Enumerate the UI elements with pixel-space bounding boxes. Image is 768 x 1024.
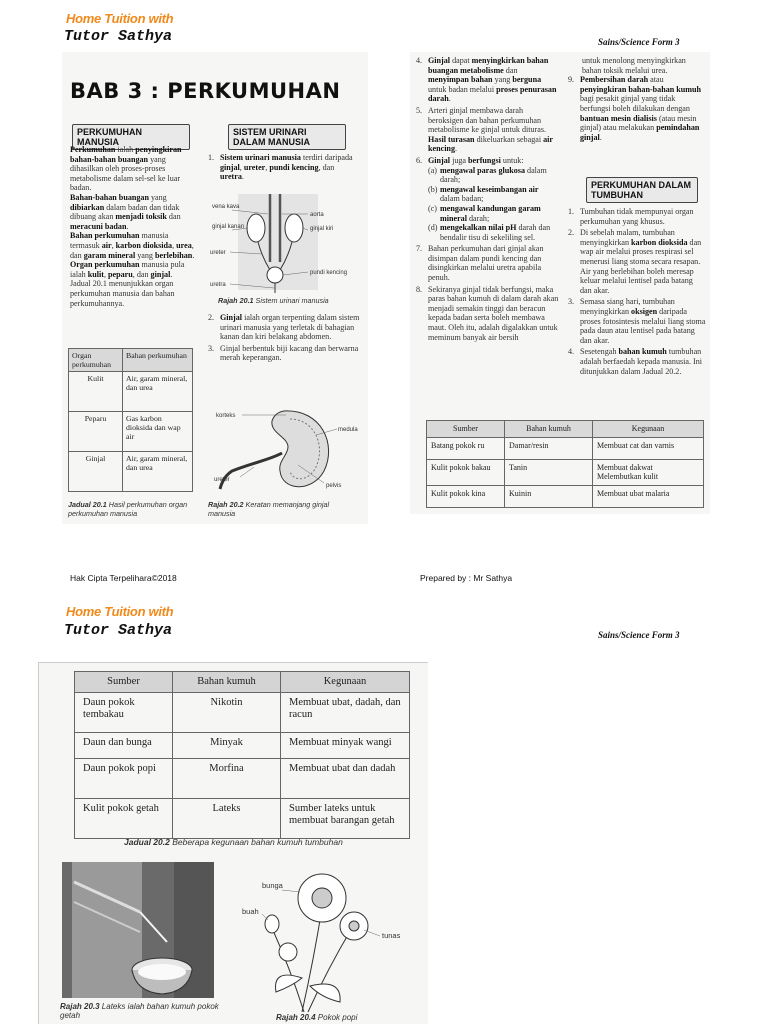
leaf [276,975,302,992]
bud [279,943,297,961]
col3-item7: 7. Bahan perkumuhan dari ginjal akan disimpan dalam pundi kencing dan disingkirkan melalui uretra apabila penuh. [416,244,544,283]
col1-p3: Bahan perkumuhan manusia termasuk air, karbon dioksida, urea, dan garam mineral yang berlebihan. Organ perkumuhan manusia pula ialah kulit, peparu, dan ginjal. [70,231,195,279]
table-row [69,452,193,492]
table-cell: Membuat minyak wangi [281,733,410,759]
section-perkumuhan-tumbuhan: PERKUMUHAN DALAM TUMBUHAN [586,177,698,203]
fig3-caption: Rajah 20.3 Lateks ialah bahan kumuh pokok getah [60,1002,219,1020]
table-cell: Kulit pokok kina [427,485,505,507]
table-header-cell: Sumber [75,672,173,693]
brand-line1-page2: Home Tuition with [66,604,174,619]
left-kidney [285,214,303,242]
label-ginjal-kanan: ginjal kanan [212,224,245,230]
tree-trunk [72,862,142,998]
flower-center [349,921,359,931]
table1-caption: Jadual 20.1 Hasil perkumuhan organ perkumuhan manusia [68,500,188,518]
table-cell: Peparu [69,412,123,452]
table-header-cell: Bahan kumuh [173,672,281,693]
table-row [427,485,704,507]
label-bunga: bunga [262,881,283,890]
col1-p4: Jadual 20.1 menunjukkan organ perkumuhan manusia dan bahan perkumuhannya. [70,279,175,308]
fig2-caption: Rajah 20.2 Keratan memanjang ginjal manusia [208,500,330,518]
table-plant-excretion-top [426,420,704,508]
table-row [75,799,410,839]
col4-continuation: untuk menolong menyingkirkan bahan toksik melalui urea. [582,56,686,75]
right-kidney [247,214,265,242]
label-pundi-kencing: pundi kencing [310,270,348,276]
table-cell: Nikotin [173,693,281,733]
table-header-row [427,421,704,438]
table-header-row [75,672,410,693]
table-cell: Lateks [173,799,281,839]
stem [302,908,322,1012]
table-cell: Ginjal [69,452,123,492]
label-pelvis: pelvis [326,483,342,489]
table-cell: Kulit [69,372,123,412]
table-header-cell: Kegunaan [593,421,704,438]
section-perkumuhan-manusia: PERKUMUHAN MANUSIA [72,124,190,150]
table-header-row [69,349,193,372]
col4-t2: 2. Di sebelah malam, tumbuhan menyingkirkan karbon dioksida dan wap air melalui proses respirasi sel menerusi liang stoma secara resapan. Air yang berlebihan boleh meresap keluar melalui lentisel pada batang dan akar. [568,228,702,295]
fig4-caption: Rajah 20.4 Pokok popi [276,1013,358,1022]
table-header-cell: Kegunaan [281,672,410,693]
table-row [75,733,410,759]
section-sistem-urinari: SISTEM URINARI DALAM MANUSIA [228,124,346,150]
table-cell: Membuat dakwat Melembutkan kulit [593,459,704,485]
label-ureter: ureter [210,250,226,256]
col2-item2: 2. Ginjal ialah organ terpenting dalam sistem urinari manusia yang terletak di bahagian kanan dan kiri belakang abdomen. [208,313,360,342]
col3-item4: 4. Ginjal dapat menyingkirkan bahan buangan metabolisme dan menyimpan bahan yang berguna untuk badan melalui proses penurasan darah. [416,56,557,104]
label-tunas: tunas [382,931,401,940]
table-header-cell: Bahan perkumuhan [123,349,193,372]
label-aorta: aorta [310,212,324,218]
footer-copyright: Hak Cipta Terpelihara©2018 [70,573,177,583]
sub-item-b: (b) mengawal keseimbangan air dalam badan; [428,184,539,204]
kidney-outline [272,411,329,487]
brand-line1: Home Tuition with [66,11,174,26]
leader-line [282,890,300,892]
col4-item9: 9. Pembersihan darah atau penyingkiran bahan-bahan kumuh bagi pesakit ginjal yang tidak berfungsi boleh dilakukan dengan bantuan mesin dialisis (atau mesin ginjal) atau melakukan pemindahan ginjal. [568,75,702,142]
kidney-section-figure [212,405,362,497]
col2-item1: 1. Sistem urinari manusia terdiri daripada ginjal, ureter, pundi kencing, dan uretra. [208,153,353,182]
table-cell: Batang pokok ru [427,437,505,459]
stem [272,928,304,1012]
form-label: Sains/Science Form 3 [598,37,680,47]
fig1-caption: Rajah 20.1 Sistem urinari manusia [218,296,329,305]
col1-p1: Perkumuhan ialah penyingkiran bahan-bahan buangan yang dihasilkan oleh proses-proses metabolisme dalam sel-sel ke luar badan. [70,145,182,193]
table-cell: Kuinin [505,485,593,507]
table-cell: Membuat ubat dan dadah [281,759,410,799]
table-cell: Kulit pokok bakau [427,459,505,485]
table2-caption: Jadual 20.2 Beberapa kegunaan bahan kumuh tumbuhan [124,837,343,847]
latex-liquid [138,964,186,980]
table-row [75,759,410,799]
table-cell: Kulit pokok getah [75,799,173,839]
col3-item6: 6. Ginjal juga berfungsi untuk: (a) mengawal paras glukosa dalam darah; (b) mengawal keseimbangan air dalam badan; (c) mengawal kandungan garam mineral darah; (d) mengekalkan nilai pH darah dan bendalir tisu di sekeliling sel. [416,156,560,242]
table-cell: Membuat ubat malaria [593,485,704,507]
table-cell: Daun pokok tembakau [75,693,173,733]
col4-text-bottom [568,207,706,378]
leaf [310,984,340,1002]
col2-items [208,313,360,365]
table-cell: Damar/resin [505,437,593,459]
col4-t3: 3. Semasa siang hari, tumbuhan menyingkirkan oksigen daripada proses fotosintesis melalui liang stoma pada daun atau lentisel pada batang dan akar. [568,297,706,345]
footer-prepared: Prepared by : Mr Sathya [420,573,513,583]
label-uretra: uretra [210,282,226,288]
table-row [427,437,704,459]
sub-item-c: (c) mengawal kandungan garam mineral darah; [428,203,541,223]
form-label-page2: Sains/Science Form 3 [598,630,680,640]
table-cell: Air, garam mineral, dan urea [123,452,193,492]
table-organ-perkumuhan [68,348,193,492]
col3-item5: 5. Arteri ginjal membawa darah beroksigen dan bahan perkumuhan metabolisme ke ginjal untuk dituras. Hasil turasan dikeluarkan sebagai air kencing. [416,105,553,154]
col1-text [70,145,195,308]
table-cell: Daun pokok popi [75,759,173,799]
table-row [69,372,193,412]
col1-p2: Bahan-bahan buangan yang dibiarkan dalam badan dan tidak dibuang akan menjadi toksik dan meracuni badan. [70,192,181,231]
table-row [75,693,410,733]
table-cell: Tanin [505,459,593,485]
bladder [267,267,283,283]
label-vena-kava: vena kava [212,204,240,210]
table-plant-excretion-bottom [74,671,410,839]
brand-line2: Tutor Sathya [64,28,173,45]
table-cell: Membuat ubat, dadah, dan racun [281,693,410,733]
label-ginjal-kiri: ginjal kiri [310,226,334,232]
col3-text [416,56,560,344]
table-row [69,412,193,452]
label-ureter-2: ureter [214,477,230,483]
col3-item8: 8. Sekiranya ginjal tidak berfungsi, maka paras bahan kumuh di dalam darah akan menjadi semakin tinggi dan beracun kepada badan serta boleh membawa maut. Oleh itu, adalah digalakkan untuk meminum banyak air bersih [416,284,559,342]
ureter-tube [220,453,282,489]
table-header-cell: Bahan kumuh [505,421,593,438]
col4-t4: 4. Sesetengah bahan kumuh tumbuhan adalah berfaedah kepada manusia. Ini ditunjukkan dalam Jadual 20.2. [568,347,703,376]
table-cell: Minyak [173,733,281,759]
table-cell: Gas karbon dioksida dan wap air [123,412,193,452]
flower-center [312,888,332,908]
table-cell: Membuat cat dan varnis [593,437,704,459]
brand-line2-page2: Tutor Sathya [64,622,173,639]
table-row [427,459,704,485]
urinary-system-figure [208,192,360,294]
label-medula: medula [338,427,358,433]
sub-item-d: (d) mengekalkan nilai pH darah dan bendalir tisu di sekeliling sel. [428,223,551,242]
seed-pod [265,915,279,933]
sub-item-a: (a) mengawal paras glukosa dalam darah; [428,165,547,185]
label-korteks: korteks [216,413,236,419]
table-cell: Air, garam mineral, dan urea [123,372,193,412]
table-cell: Morfina [173,759,281,799]
col4-t1: 1. Tumbuhan tidak mempunyai organ perkumuhan yang khusus. [568,207,694,226]
table-cell: Daun dan bunga [75,733,173,759]
col4-text-top [568,56,706,144]
table-header-cell: Organ perkumuhan [69,349,123,372]
table-cell: Sumber lateks untuk membuat barangan getah [281,799,410,839]
label-buah: buah [242,907,259,916]
chapter-title: BAB 3 : PERKUMUHAN [70,79,341,103]
poppy-plant-figure [232,868,422,1014]
rubber-tree-photo [62,862,214,998]
table-header-cell: Sumber [427,421,505,438]
col2-item3: 3. Ginjal berbentuk biji kacang dan berwarna merah keperangan. [208,343,359,363]
